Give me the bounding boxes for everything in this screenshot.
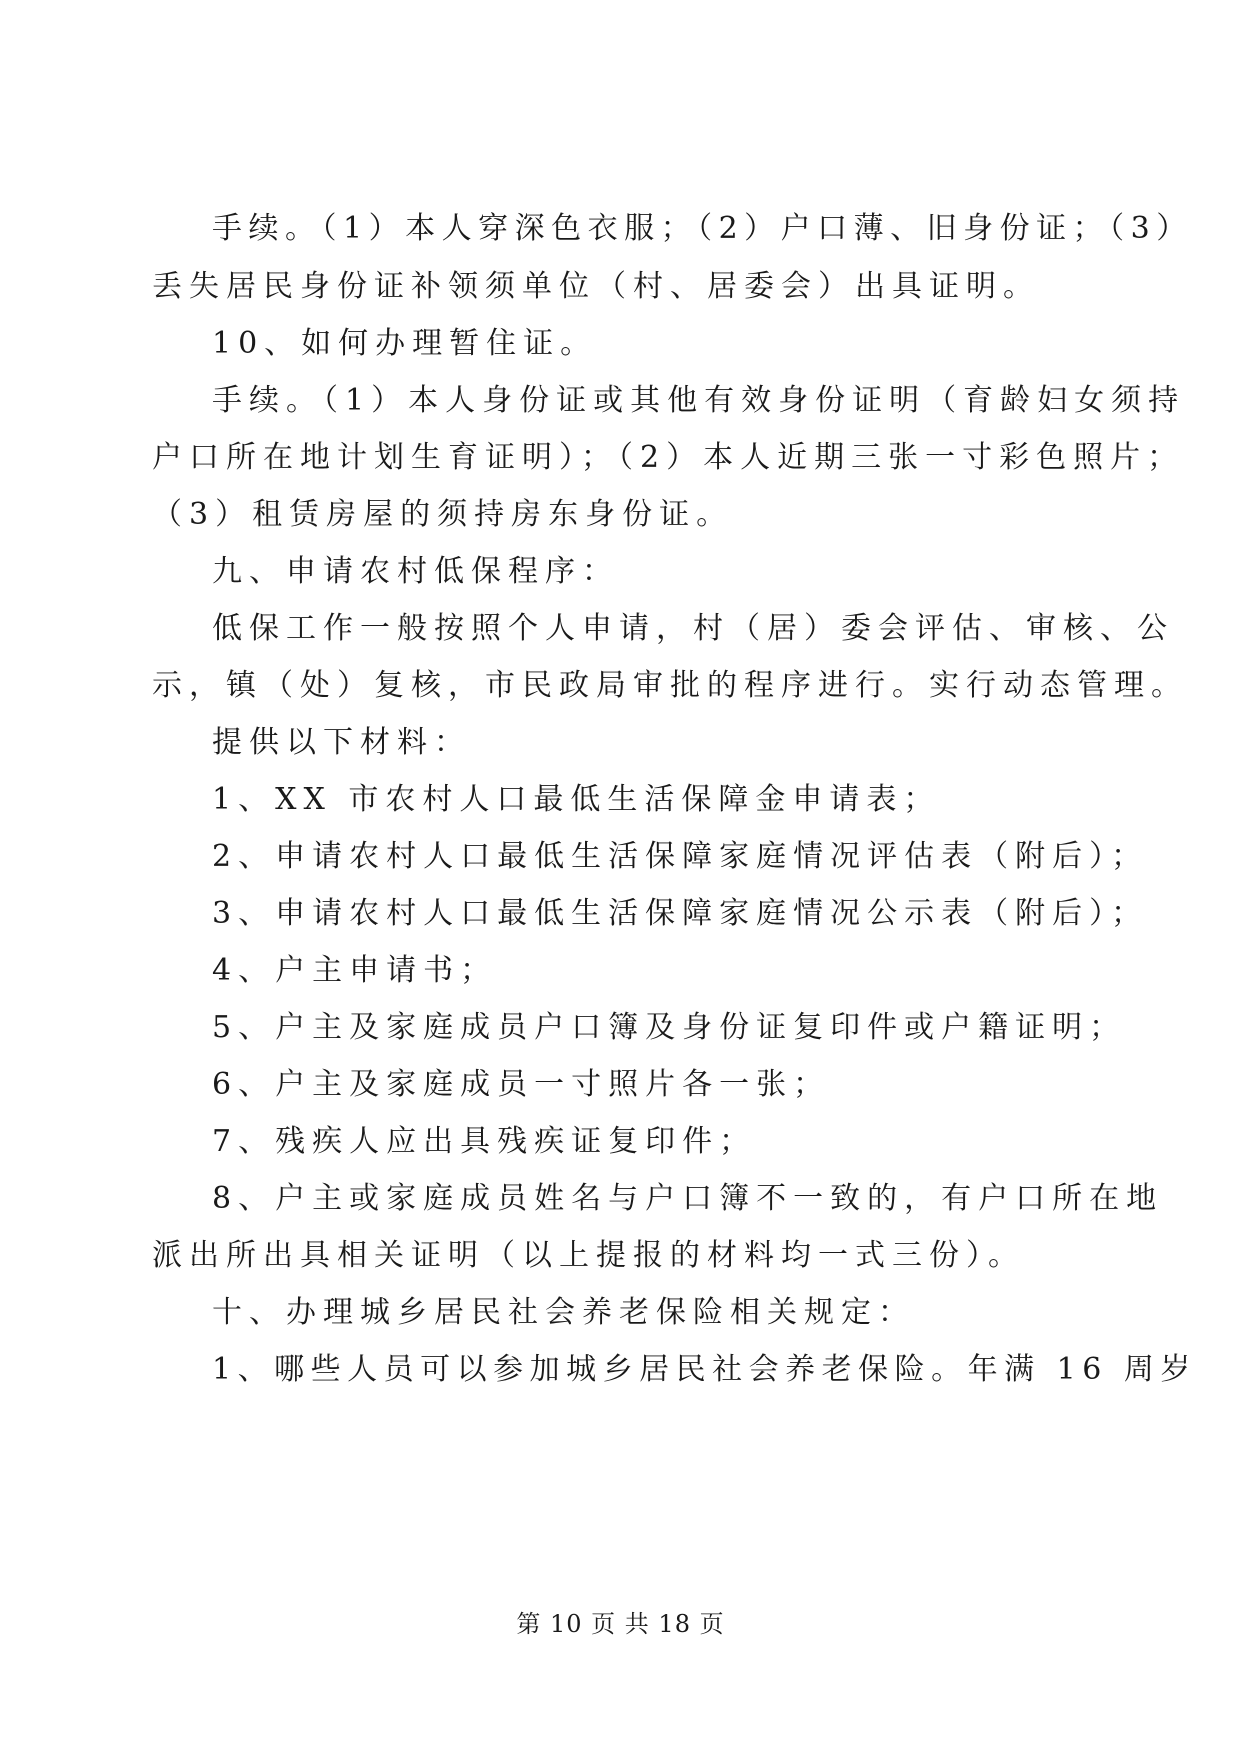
- line-text: 派出所出具相关证明（以上提报的材料均一式三份）。: [152, 1238, 1025, 1273]
- line-text: 1、哪些人员可以参加城乡居民社会养老保险。年满 16 周岁: [212, 1352, 1197, 1387]
- paragraph-line: [0, 605, 1241, 653]
- paragraph-line: [0, 719, 1241, 767]
- line-text: 手续。（1）本人穿深色衣服；（2）户口薄、旧身份证；（3）: [212, 211, 1193, 246]
- line-text: 1、XX 市农村人口最低生活保障金申请表；: [212, 782, 941, 817]
- list-item: [0, 776, 1241, 824]
- line-text: 10、如何办理暂住证。: [212, 326, 598, 361]
- list-item: [0, 1004, 1241, 1052]
- line-text: 6、户主及家庭成员一寸照片各一张；: [212, 1067, 831, 1102]
- list-item: [0, 947, 1241, 995]
- list-item: [0, 833, 1241, 881]
- line-text: 户口所在地计划生育证明）；（2）本人近期三张一寸彩色照片；: [152, 440, 1185, 475]
- line-text: 4、户主申请书；: [212, 953, 498, 988]
- paragraph-line: [0, 434, 1241, 482]
- page-number-footer: 第 10 页 共 18 页: [516, 1610, 725, 1638]
- line-text: 2、申请农村人口最低生活保障家庭情况评估表（附后）；: [212, 839, 1149, 874]
- list-item: [0, 1346, 1241, 1394]
- line-text: 5、户主及家庭成员户口簿及身份证复印件或户籍证明；: [212, 1010, 1127, 1045]
- line-text: 九、申请农村低保程序：: [212, 554, 619, 589]
- list-item: [0, 1175, 1241, 1223]
- paragraph-line: [0, 662, 1241, 710]
- line-text: 提供以下材料：: [212, 725, 471, 760]
- section-heading: [0, 1289, 1241, 1337]
- line-text: 8、户主或家庭成员姓名与户口簿不一致的，有户口所在地: [212, 1181, 1164, 1216]
- line-text: （3）租赁房屋的须持房东身份证。: [152, 497, 734, 532]
- list-item: [0, 1061, 1241, 1109]
- line-text: 示，镇（处）复核，市民政局审批的程序进行。实行动态管理。: [152, 668, 1188, 703]
- line-text: 3、申请农村人口最低生活保障家庭情况公示表（附后）；: [212, 896, 1149, 931]
- line-text: 7、残疾人应出具残疾证复印件；: [212, 1124, 757, 1159]
- paragraph-line: [0, 320, 1241, 368]
- line-text: 低保工作一般按照个人申请，村（居）委会评估、审核、公: [212, 611, 1174, 646]
- paragraph-line: [0, 491, 1241, 539]
- line-text: 十、办理城乡居民社会养老保险相关规定：: [212, 1295, 915, 1330]
- list-item: [0, 890, 1241, 938]
- line-text: 丢失居民身份证补领须单位（村、居委会）出具证明。: [152, 269, 1040, 304]
- line-text: 手续。（1）本人身份证或其他有效身份证明（育龄妇女须持: [212, 383, 1186, 418]
- paragraph-line: [0, 205, 1241, 253]
- paragraph-line: [0, 1232, 1241, 1280]
- list-item: [0, 1118, 1241, 1166]
- paragraph-line: [0, 377, 1241, 425]
- paragraph-line: [0, 263, 1241, 311]
- section-heading: [0, 548, 1241, 596]
